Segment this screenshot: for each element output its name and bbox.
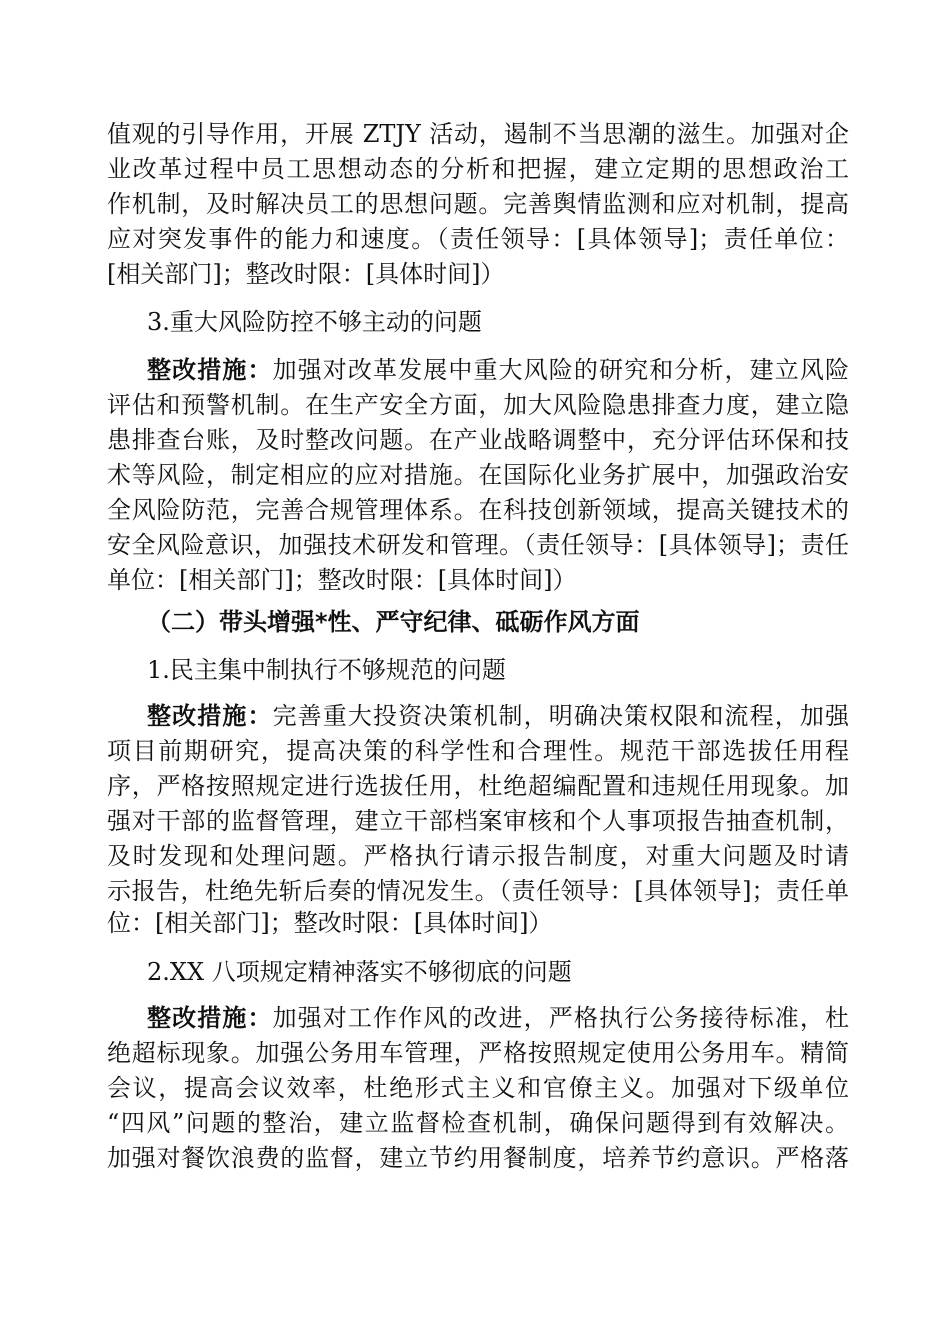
- paragraph-line: 全风险防范，完善合规管理体系。在科技创新领域，提高关键技术的: [107, 496, 849, 524]
- paragraph-line: 及时发现和处理问题。严格执行请示报告制度，对重大问题及时请: [107, 842, 849, 870]
- paragraph-text: 加强对工作作风的改进，严格执行公务接待标准，杜: [272, 1004, 849, 1032]
- item-title: 2.XX 八项规定精神落实不够彻底的问题: [147, 958, 572, 986]
- paragraph-line: [147, 699, 849, 733]
- item-title: 3.重大风险防控不够主动的问题: [147, 308, 482, 336]
- section-title: （二）带头增强*性、严守纪律、砥砺作风方面: [147, 608, 640, 636]
- paragraph-line: 患排查台账，及时整改问题。在产业战略调整中，充分评估环保和技: [107, 426, 849, 454]
- paragraph-line: 安全风险意识，加强技术研发和管理。（责任领导：[具体领导]；责任: [107, 531, 849, 559]
- paragraph-text: 加强对改革发展中重大风险的研究和分析，建立风险: [272, 356, 849, 384]
- paragraph-line: 评估和预警机制。在生产安全方面，加大风险隐患排查力度，建立隐: [107, 391, 849, 419]
- measures-label: 整改措施：: [147, 702, 273, 730]
- paragraph-line: “四风”问题的整治，建立监督检查机制，确保问题得到有效解决。: [107, 1109, 849, 1137]
- paragraph-line: 绝超标现象。加强公务用车管理，严格按照规定使用公务用车。精简: [107, 1039, 849, 1067]
- paragraph-line: [相关部门]；整改时限：[具体时间]）: [107, 260, 505, 288]
- paragraph-line: 业改革过程中员工思想动态的分析和把握，建立定期的思想政治工: [107, 155, 849, 183]
- paragraph-line: 序，严格按照规定进行选拔任用，杜绝超编配置和违规任用现象。加: [107, 772, 849, 800]
- paragraph-line: 示报告，杜绝先斩后奏的情况发生。（责任领导：[具体领导]；责任单: [107, 877, 849, 905]
- paragraph-line: 作机制，及时解决员工的思想问题。完善舆情监测和应对机制，提高: [107, 190, 849, 218]
- measures-label: 整改措施：: [147, 1004, 273, 1032]
- paragraph-line: 位：[相关部门]；整改时限：[具体时间]）: [107, 909, 553, 937]
- paragraph-line: 会议，提高会议效率，杜绝形式主义和官僚主义。加强对下级单位: [107, 1074, 849, 1102]
- paragraph-text: 完善重大投资决策机制，明确决策权限和流程，加强: [272, 702, 849, 730]
- paragraph-line: 单位：[相关部门]；整改时限：[具体时间]）: [107, 566, 577, 594]
- paragraph-line: [147, 1001, 849, 1035]
- paragraph-line: 术等风险，制定相应的应对措施。在国际化业务扩展中，加强政治安: [107, 461, 849, 489]
- paragraph-line: 应对突发事件的能力和速度。（责任领导：[具体领导]；责任单位：: [107, 225, 849, 253]
- item-title: 1.民主集中制执行不够规范的问题: [147, 656, 506, 684]
- paragraph-line: 项目前期研究，提高决策的科学性和合理性。规范干部选拔任用程: [107, 737, 849, 765]
- paragraph-line: [147, 353, 849, 387]
- paragraph-line: 强对干部的监督管理，建立干部档案审核和个人事项报告抽查机制，: [107, 807, 849, 835]
- paragraph-line: 值观的引导作用，开展 ZTJY 活动，遏制不当思潮的滋生。加强对企: [107, 120, 849, 148]
- paragraph-line: 加强对餐饮浪费的监督，建立节约用餐制度，培养节约意识。严格落: [107, 1144, 849, 1172]
- measures-label: 整改措施：: [147, 356, 273, 384]
